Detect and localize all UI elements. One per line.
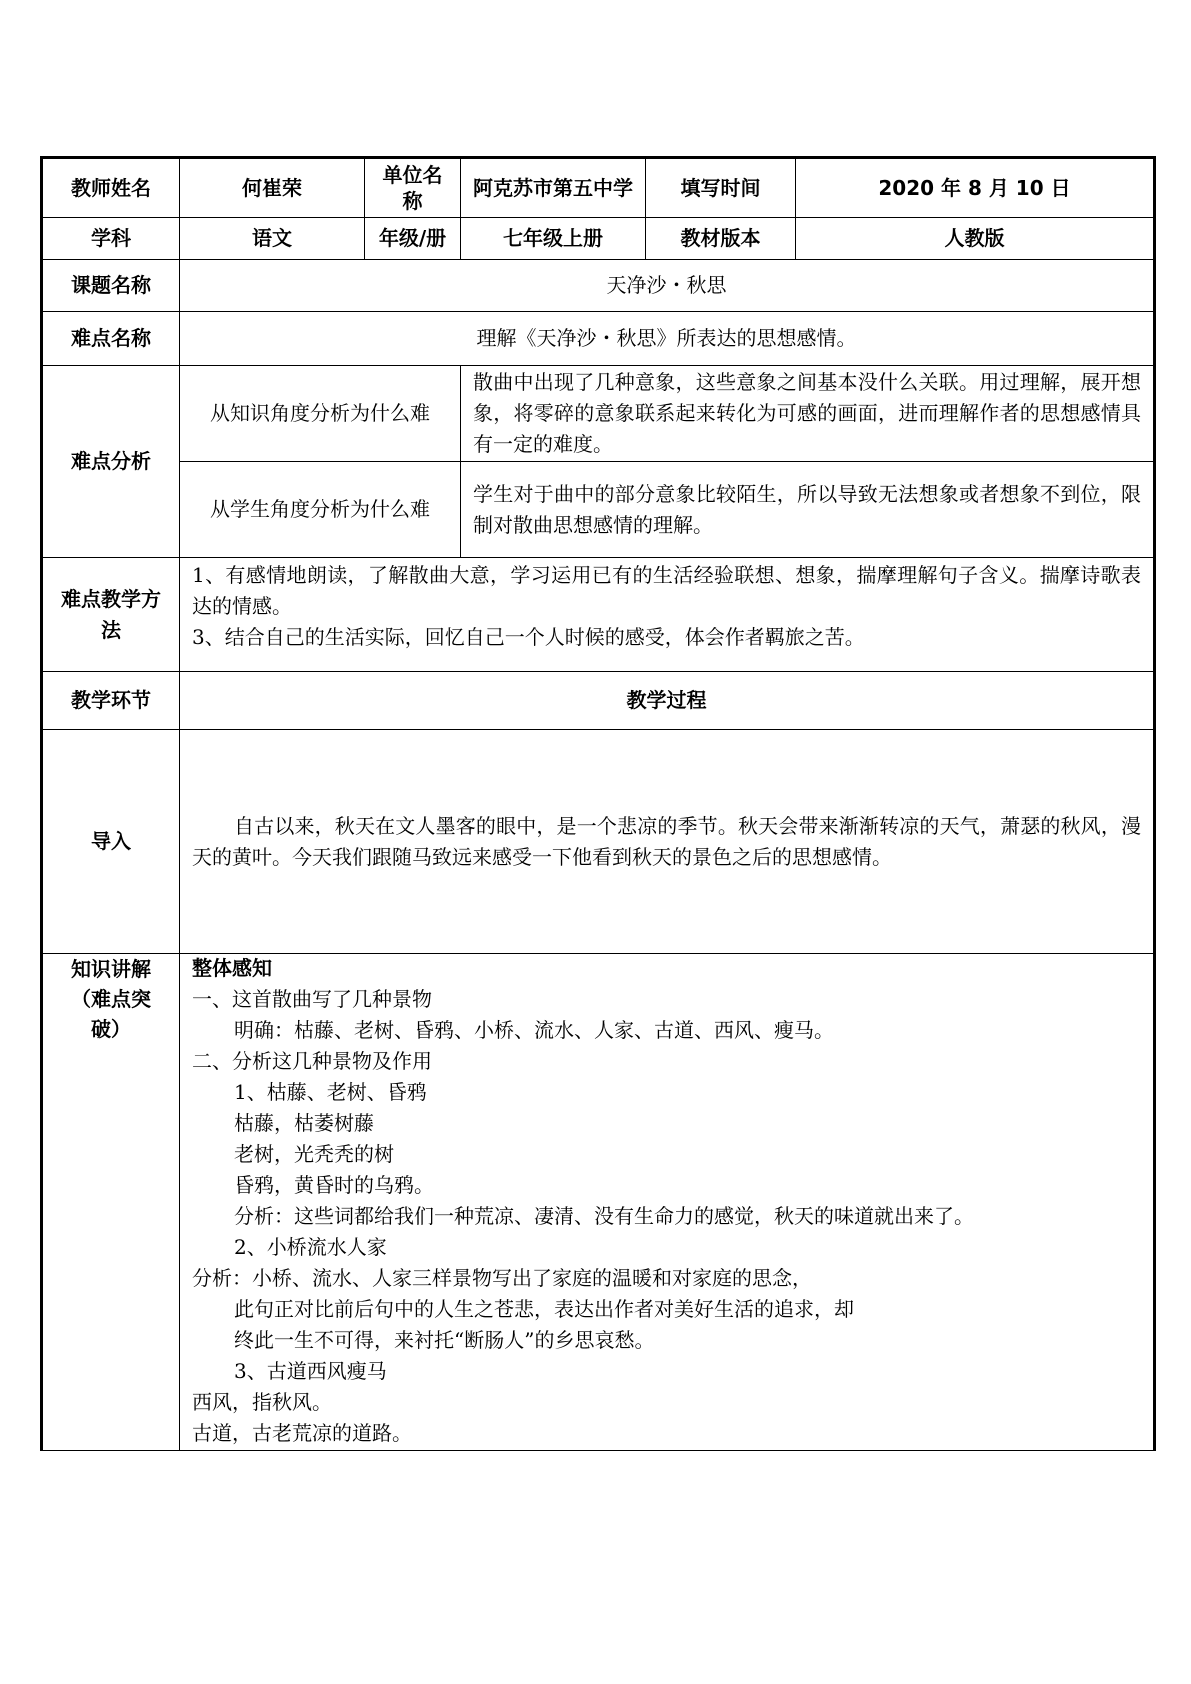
difficulty-label: 难点名称	[42, 312, 180, 366]
header-row-2	[42, 218, 1155, 260]
analysis-label: 难点分析	[42, 366, 180, 558]
knowledge-row	[42, 954, 1155, 1451]
method-row	[42, 558, 1155, 672]
student-angle-label: 从学生角度分析为什么难	[180, 462, 461, 558]
knowledge-line: 一、这首散曲写了几种景物	[192, 987, 432, 1011]
knowledge-line: 1、枯藤、老树、昏鸦	[234, 1080, 427, 1104]
knowledge-heading: 整体感知	[192, 956, 272, 980]
topic-label: 课题名称	[42, 260, 180, 312]
header-row-1	[42, 158, 1155, 218]
method-line-1: 1、有感情地朗读，了解散曲大意，学习运用已有的生活经验联想、想象，揣摩理解句子含义。揣摩诗歌表达的情感。	[192, 563, 1141, 618]
unit-label-line2: 称	[402, 189, 423, 213]
knowledge-line: 3、古道西风瘦马	[234, 1359, 387, 1383]
knowledge-line: 分析：小桥、流水、人家三样景物写出了家庭的温暖和对家庭的思念，	[192, 1266, 812, 1290]
knowledge-label-line1: 知识讲解	[71, 957, 151, 981]
analysis-row-student	[42, 462, 1155, 558]
lesson-plan-table	[40, 156, 1156, 1451]
intro-label: 导入	[42, 730, 180, 954]
knowledge-content	[180, 954, 1155, 1451]
edition-value: 人教版	[796, 218, 1155, 260]
subject-value: 语文	[180, 218, 365, 260]
grade-label: 年级/册	[365, 218, 461, 260]
knowledge-line: 老树，光秃秃的树	[234, 1142, 394, 1166]
knowledge-label	[42, 954, 180, 1451]
knowledge-line: 二、分析这几种景物及作用	[192, 1049, 432, 1073]
unit-value: 阿克苏市第五中学	[461, 158, 646, 218]
intro-row	[42, 730, 1155, 954]
teacher-label: 教师姓名	[42, 158, 180, 218]
process-header-row	[42, 672, 1155, 730]
date-label: 填写时间	[646, 158, 796, 218]
knowledge-line: 古道，古老荒凉的道路。	[192, 1421, 412, 1445]
stage-label: 教学环节	[42, 672, 180, 730]
intro-text: 自古以来，秋天在文人墨客的眼中，是一个悲凉的季节。秋天会带来渐渐转凉的天气，萧瑟的秋风，漫天的黄叶。今天我们跟随马致远来感受一下他看到秋天的景色之后的思想感情。	[180, 730, 1155, 954]
knowledge-line: 2、小桥流水人家	[234, 1235, 387, 1259]
knowledge-label-line2: （难点突	[71, 987, 151, 1011]
knowledge-line: 分析：这些词都给我们一种荒凉、凄清、没有生命力的感觉，秋天的味道就出来了。	[234, 1204, 974, 1228]
knowledge-line: 终此一生不可得，来衬托“断肠人”的乡思哀愁。	[234, 1328, 655, 1352]
difficulty-row	[42, 312, 1155, 366]
teacher-value: 何崔荣	[180, 158, 365, 218]
analysis-row-knowledge	[42, 366, 1155, 462]
knowledge-angle-text: 散曲中出现了几种意象，这些意象之间基本没什么关联。用过理解，展开想象，将零碎的意象联系起来转化为可感的画面，进而理解作者的思想感情具有一定的难度。	[461, 366, 1155, 462]
knowledge-line: 明确：枯藤、老树、昏鸦、小桥、流水、人家、古道、西风、瘦马。	[234, 1018, 834, 1042]
method-label: 难点教学方法	[42, 558, 180, 672]
grade-value: 七年级上册	[461, 218, 646, 260]
knowledge-line: 枯藤，枯萎树藤	[234, 1111, 374, 1135]
knowledge-line: 昏鸦，黄昏时的乌鸦。	[234, 1173, 434, 1197]
knowledge-angle-label: 从知识角度分析为什么难	[180, 366, 461, 462]
unit-label-line1: 单位名	[382, 163, 443, 187]
edition-label: 教材版本	[646, 218, 796, 260]
knowledge-label-line3: 破）	[91, 1017, 131, 1041]
date-value: 2020 年 8 月 10 日	[796, 158, 1155, 218]
method-content	[180, 558, 1155, 672]
topic-row	[42, 260, 1155, 312]
student-angle-text: 学生对于曲中的部分意象比较陌生，所以导致无法想象或者想象不到位，限制对散曲思想感情的理解。	[461, 462, 1155, 558]
knowledge-line: 此句正对比前后句中的人生之苍悲，表达出作者对美好生活的追求，却	[234, 1297, 854, 1321]
topic-value: 天净沙・秋思	[180, 260, 1155, 312]
unit-label	[365, 158, 461, 218]
knowledge-line: 西风，指秋风。	[192, 1390, 332, 1414]
method-line-2: 3、结合自己的生活实际，回忆自己一个人时候的感受，体会作者羁旅之苦。	[192, 625, 865, 649]
process-label: 教学过程	[180, 672, 1155, 730]
subject-label: 学科	[42, 218, 180, 260]
difficulty-value: 理解《天净沙・秋思》所表达的思想感情。	[180, 312, 1155, 366]
